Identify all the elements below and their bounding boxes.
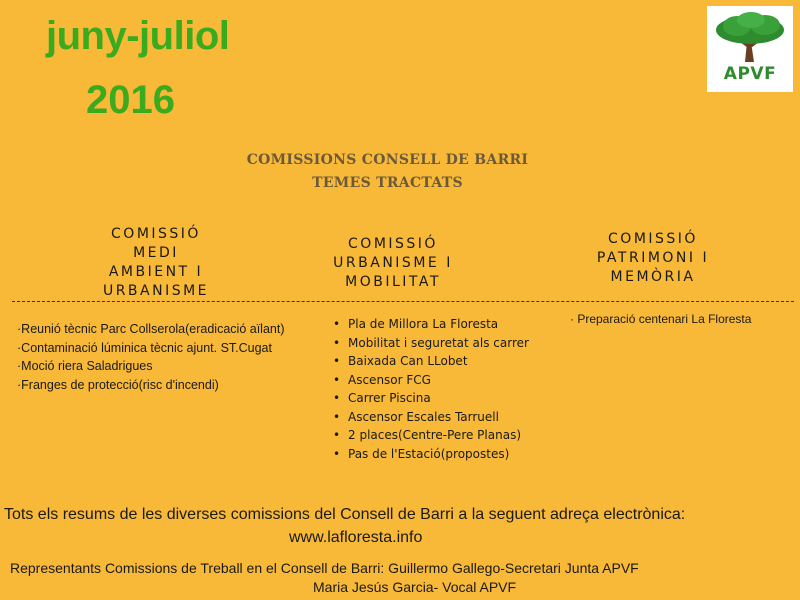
title-line: URBANISME I <box>333 255 453 271</box>
date-month: juny-juliol <box>46 14 230 58</box>
list-item: • Ascensor FCG <box>333 371 529 390</box>
title-line: URBANISME <box>102 283 210 299</box>
list-item: • Pas de l'Estació(propostes) <box>333 445 529 464</box>
date-year: 2016 <box>86 78 175 122</box>
title-line: MEDI <box>133 245 179 261</box>
dashed-divider <box>12 301 794 302</box>
column-title-medi-ambient <box>86 225 226 301</box>
list-item: • Ascensor Escales Tarruell <box>333 408 529 427</box>
heading-line-1: COMISSIONS CONSELL DE BARRI <box>246 152 529 168</box>
list-item: ·Franges de protecció(risc d'incendi) <box>17 377 219 392</box>
column-title-patrimoni <box>578 230 728 287</box>
list-item: • Pla de Millora La Floresta <box>333 315 529 334</box>
footer-representatives-1: Representants Comissions de Treball en el Consell de Barri: Guillermo Gallego-Secretari Junta APVF <box>10 560 639 576</box>
list-medi-ambient <box>17 320 284 394</box>
title-line: MOBILITAT <box>345 274 441 290</box>
title-line: COMISSIÓ <box>111 226 201 242</box>
list-patrimoni <box>570 310 751 329</box>
list-item: ·Moció riera Saladrigues <box>17 359 153 373</box>
title-line: COMISSIÓ <box>348 236 438 252</box>
logo-text: APVF <box>723 64 777 84</box>
list-item: • Baixada Can LLobet <box>333 352 529 371</box>
list-item: • Carrer Piscina <box>333 389 529 408</box>
list-item: • Mobilitat i seguretat als carrer <box>333 334 529 353</box>
list-item: ·Contaminació lúminica tècnic ajunt. ST.Cugat <box>17 340 272 355</box>
title-line: PATRIMONI I <box>596 250 710 266</box>
column-title-urbanisme <box>318 235 468 292</box>
footer-summary: Tots els resums de les diverses comissions del Consell de Barri a la seguent adreça electrònica: <box>4 506 686 523</box>
title-line: AMBIENT I <box>108 264 204 280</box>
list-item: · Preparació centenari La Floresta <box>570 312 752 326</box>
heading-line-2: TEMES TRACTATS <box>312 175 463 191</box>
list-item: • 2 places(Centre-Pere Planas) <box>333 426 529 445</box>
title-line: COMISSIÓ <box>608 231 698 247</box>
list-item: ·Reunió tècnic Parc Collserola(eradicació aïlant) <box>17 322 285 336</box>
footer-url-link[interactable]: www.lafloresta.info <box>289 529 423 546</box>
title-line: MEMÒRIA <box>610 269 696 285</box>
apvf-logo <box>707 6 793 92</box>
footer-representatives-2: Maria Jesús Garcia- Vocal APVF <box>313 579 517 595</box>
list-urbanisme <box>333 315 529 463</box>
